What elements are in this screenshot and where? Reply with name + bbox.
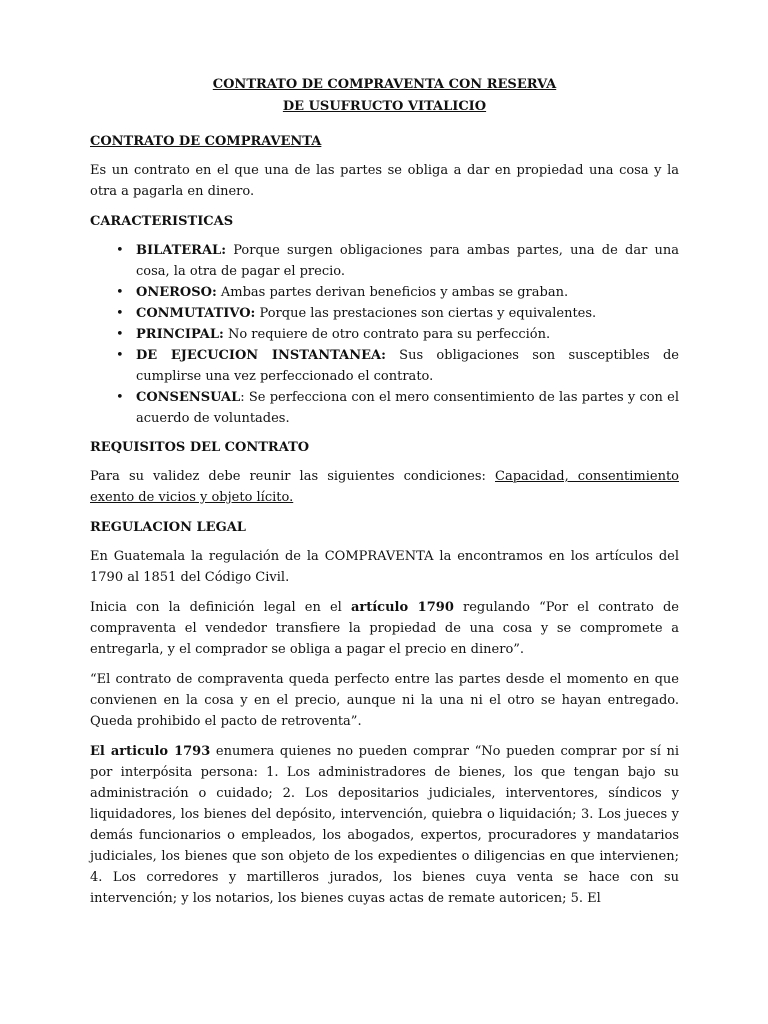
section-heading-contrato: CONTRATO DE COMPRAVENTA xyxy=(90,134,322,149)
bullet-icon: • xyxy=(116,285,124,300)
list-item xyxy=(116,303,679,324)
requisitos-conditions: Capacidad, consentimiento exento de vicios y objeto lícito. xyxy=(90,469,679,505)
bullet-icon: • xyxy=(116,327,124,342)
articulo-1790-ref: artículo 1790 xyxy=(350,600,454,615)
list-item xyxy=(116,324,679,345)
document-title xyxy=(90,74,679,118)
list-item-text: : Se perfecciona con el mero consentimiento de las partes y con el acuerdo de voluntades. xyxy=(136,390,679,426)
paragraph-requisitos xyxy=(90,466,679,508)
articulo-1793-text: enumera quienes no pueden comprar “No pueden comprar por sí ni por interpósita persona: 1. Los administradores de bienes, los que tengan bajo su administración o cuidado; 2. Los depositarios judiciales, interventores, síndicos y liquidadores, los bienes del depósito, intervención, quiebra o liquidación; 3. Los jueces y demás funcionarios o empleados, los abogados, expertos, procuradores y mandatarios judiciales, los bienes que son objeto de los expedientes o diligencias en que intervienen; 4. Los corredores y martilleros jurados, los bienes cuya venta se hace con su intervención; y los notarios, los bienes cuyas actas de remate autoricen; 5. El xyxy=(90,744,679,906)
bullet-icon: • xyxy=(116,390,124,405)
paragraph-articulo-1790 xyxy=(90,597,679,660)
list-item-label: PRINCIPAL: xyxy=(136,327,224,342)
list-item xyxy=(116,345,679,387)
bullet-icon: • xyxy=(116,348,124,363)
characteristics-list xyxy=(90,240,679,429)
list-item xyxy=(116,240,679,282)
articulo-1790-intro: Inicia con la definición legal en el xyxy=(90,600,351,615)
paragraph-perfeccion: “El contrato de compraventa queda perfecto entre las partes desde el momento en que convienen en la cosa y en el precio, aunque ni la una ni el otro se hayan entregado. Queda prohibido el pacto de retroventa”. xyxy=(90,672,679,729)
title-line-1: CONTRATO DE COMPRAVENTA CON RESERVA xyxy=(212,77,557,92)
articulo-1790-text: regulando “Por el contrato de compraventa el vendedor transfiere la propiedad de una cosa y se compromete a entregarla, y el comprador se obliga a pagar el precio en dinero”. xyxy=(90,600,679,657)
list-item xyxy=(116,282,679,303)
list-item-text: Ambas partes derivan beneficios y ambas se graban. xyxy=(216,285,569,300)
paragraph-articulo-1793 xyxy=(90,741,679,909)
title-line-2: DE USUFRUCTO VITALICIO xyxy=(282,99,487,114)
list-item-text: Porque surgen obligaciones para ambas partes, una de dar una cosa, la otra de pagar el precio. xyxy=(136,243,679,279)
list-item-label: CONMUTATIVO: xyxy=(136,306,256,321)
section-heading-regulacion: REGULACION LEGAL xyxy=(90,520,246,535)
paragraph-definition: Es un contrato en el que una de las partes se obliga a dar en propiedad una cosa y la otra a pagarla en dinero. xyxy=(90,163,679,199)
list-item-text: No requiere de otro contrato para su perfección. xyxy=(223,327,551,342)
articulo-1793-ref: El articulo 1793 xyxy=(90,744,211,759)
bullet-icon: • xyxy=(116,243,124,258)
list-item-label: CONSENSUAL xyxy=(136,390,241,405)
list-item-label: BILATERAL: xyxy=(136,243,226,258)
list-item-text: Porque las prestaciones son ciertas y equivalentes. xyxy=(255,306,597,321)
list-item-label: ONEROSO: xyxy=(136,285,217,300)
list-item xyxy=(116,387,679,429)
bullet-icon: • xyxy=(116,306,124,321)
list-item-text: Sus obligaciones son susceptibles de cumplirse una vez perfeccionado el contrato. xyxy=(136,348,679,384)
section-heading-caracteristicas: CARACTERISTICAS xyxy=(90,214,234,229)
list-item-label: DE EJECUCION INSTANTANEA: xyxy=(136,348,386,363)
paragraph-regulacion: En Guatemala la regulación de la COMPRAVENTA la encontramos en los artículos del 1790 al 1851 del Código Civil. xyxy=(90,549,679,585)
section-heading-requisitos: REQUISITOS DEL CONTRATO xyxy=(90,440,310,455)
requisitos-text: Para su validez debe reunir las siguientes condiciones: xyxy=(90,469,495,484)
